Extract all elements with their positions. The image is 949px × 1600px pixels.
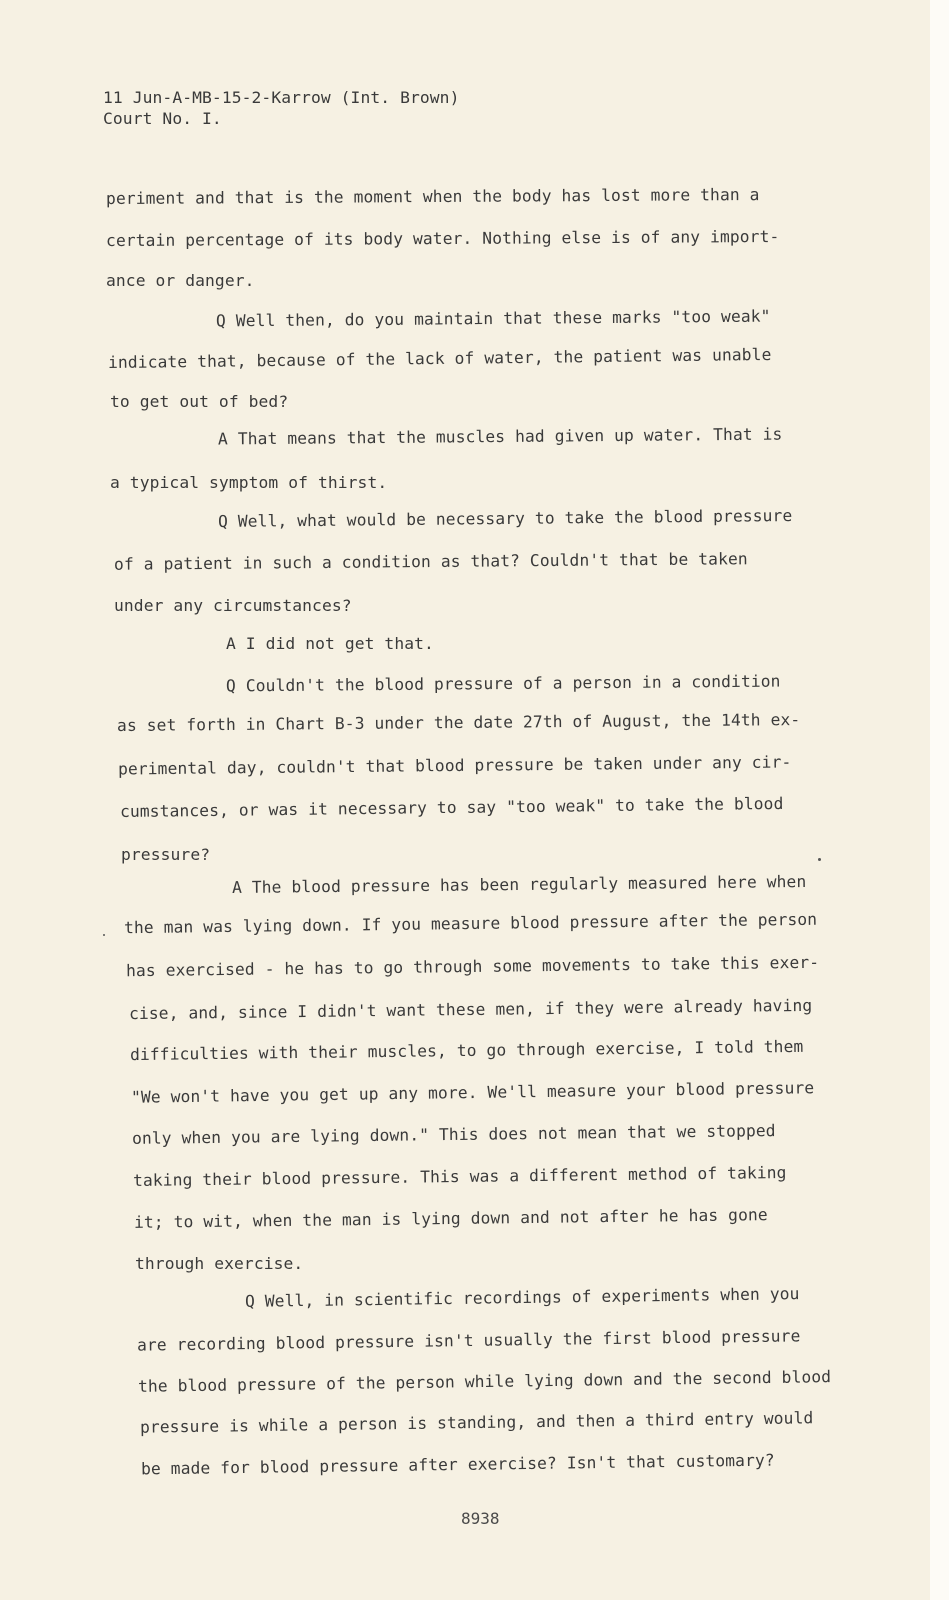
transcript-line: through exercise. bbox=[135, 1254, 304, 1273]
transcript-line: a typical symptom of thirst. bbox=[110, 473, 388, 492]
transcript-line: indicate that, because of the lack of water, the patient was unable bbox=[107, 344, 772, 373]
transcript-line: to get out of bed? bbox=[110, 392, 289, 411]
transcript-line: Q Well then, do you maintain that these marks "too weak" bbox=[215, 306, 771, 331]
transcript-line: pressure? bbox=[121, 845, 211, 864]
transcript-line: A The blood pressure has been regularly measured here when bbox=[231, 871, 807, 898]
case-reference: 11 Jun-A-MB-15-2-Karrow (Int. Brown) bbox=[103, 88, 460, 107]
transcript-line: as set forth in Chart B-3 under the date 27th of August, the 14th ex- bbox=[116, 710, 801, 735]
transcript-line: Q Well, in scientific recordings of experiments when you bbox=[244, 1284, 800, 1311]
ink-speck bbox=[103, 934, 105, 936]
transcript-line: "We won't have you get up any more. We'll measure your blood pressure bbox=[130, 1078, 815, 1107]
transcript-line: A That means that the muscles had given up water. That is bbox=[217, 424, 783, 449]
transcript-line: the man was lying down. If you measure blood pressure after the person bbox=[123, 909, 818, 938]
transcript-line: are recording blood pressure isn't usually the first blood pressure bbox=[136, 1326, 801, 1355]
transcript-line: periment and that is the moment when the body has lost more than a bbox=[105, 185, 760, 208]
transcript-line: difficulties with their muscles, to go through exercise, I told them bbox=[129, 1036, 804, 1065]
transcript-line: the blood pressure of the person while lying down and the second blood bbox=[137, 1367, 832, 1396]
transcript-line: cumstances, or was it necessary to say "too weak" to take the blood bbox=[119, 793, 784, 822]
transcript-line: ance or danger. bbox=[106, 271, 255, 290]
court-number: Court No. I. bbox=[103, 109, 222, 128]
ink-speck bbox=[818, 858, 821, 861]
transcript-line: has exercised - he has to go through some movements to take this exer- bbox=[125, 952, 820, 981]
page-number: 8938 bbox=[461, 1509, 500, 1528]
transcript-line: be made for blood pressure after exercise? Isn't that customary? bbox=[140, 1450, 775, 1479]
transcript-line: pressure is while a person is standing, and then a third entry would bbox=[139, 1408, 814, 1437]
transcript-line: only when you are lying down." This does not mean that we stopped bbox=[131, 1121, 776, 1148]
transcript-line: cise, and, since I didn't want these men, if they were already having bbox=[128, 995, 813, 1024]
transcript-line: A I did not get that. bbox=[226, 634, 434, 653]
transcript-line: of a patient in such a condition as that? Couldn't that be taken bbox=[113, 549, 748, 574]
transcript-line: Q Well, what would be necessary to take the blood pressure bbox=[217, 505, 793, 532]
transcript-line: perimental day, couldn't that blood pressure be taken under any cir- bbox=[117, 752, 792, 779]
transcript-line: under any circumstances? bbox=[114, 596, 352, 615]
transcript-line: taking their blood pressure. This was a different method of taking bbox=[132, 1163, 787, 1190]
page-edge bbox=[930, 0, 949, 1600]
transcript-line: Q Couldn't the blood pressure of a person in a condition bbox=[225, 671, 781, 696]
transcript-line: certain percentage of its body water. Nothing else is of any import- bbox=[105, 226, 780, 251]
transcript-line: it; to wit, when the man is lying down and not after he has gone bbox=[133, 1205, 768, 1232]
